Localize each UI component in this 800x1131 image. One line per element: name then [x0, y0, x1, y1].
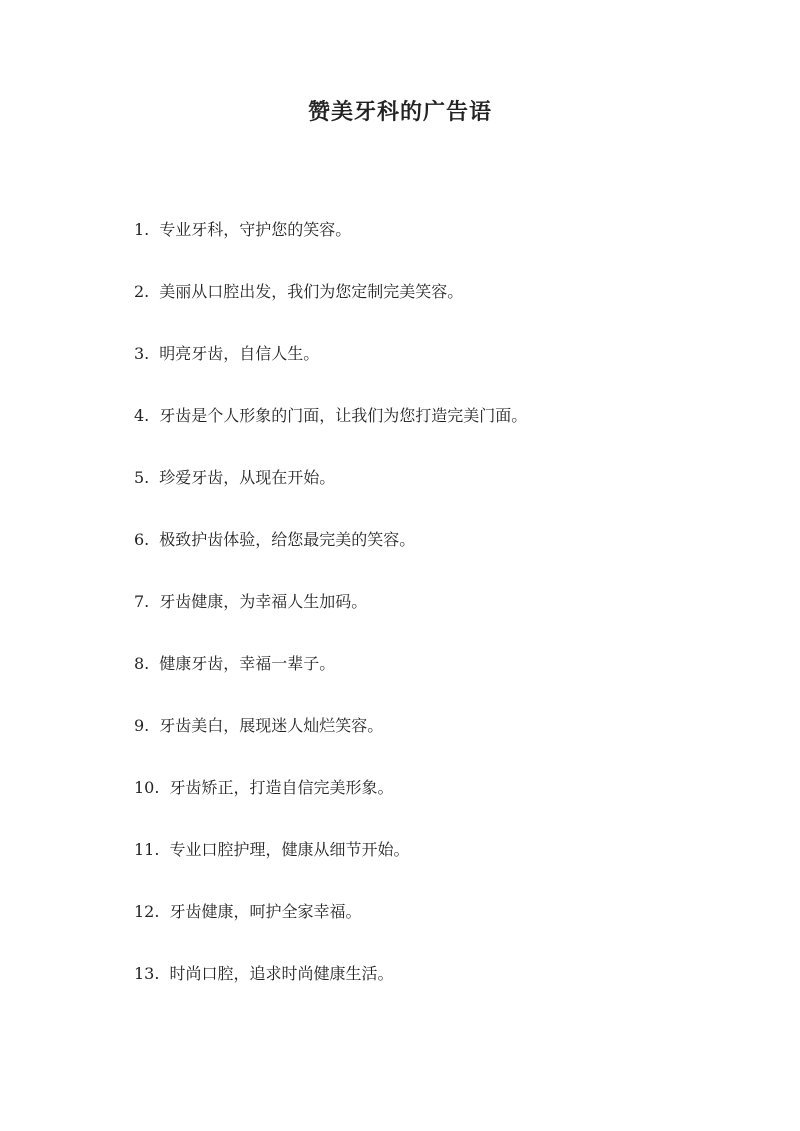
item-text: 牙齿是个人形象的门面，让我们为您打造完美门面。	[159, 406, 528, 425]
list-item	[134, 962, 734, 1024]
item-text: 珍爱牙齿，从现在开始。	[159, 468, 336, 487]
item-number: 6.	[134, 530, 150, 549]
item-text: 牙齿矫正，打造自信完美形象。	[169, 778, 394, 797]
slogan-list	[134, 218, 734, 1024]
item-number: 9.	[134, 716, 150, 735]
item-number: 2.	[134, 282, 150, 301]
list-item	[134, 652, 734, 714]
item-text: 专业牙科，守护您的笑容。	[159, 220, 352, 239]
item-text: 明亮牙齿，自信人生。	[159, 344, 320, 363]
item-number: 13.	[134, 964, 160, 983]
item-text: 时尚口腔，追求时尚健康生活。	[169, 964, 394, 983]
item-number: 11.	[134, 840, 160, 859]
list-item	[134, 590, 734, 652]
item-number: 12.	[134, 902, 160, 921]
item-text: 极致护齿体验，给您最完美的笑容。	[159, 530, 416, 549]
list-item	[134, 838, 734, 900]
item-number: 7.	[134, 592, 150, 611]
list-item	[134, 900, 734, 962]
item-number: 4.	[134, 406, 150, 425]
list-item	[134, 342, 734, 404]
list-item	[134, 218, 734, 280]
item-text: 牙齿健康，为幸福人生加码。	[159, 592, 368, 611]
list-item	[134, 280, 734, 342]
item-number: 1.	[134, 220, 150, 239]
item-text: 牙齿健康，呵护全家幸福。	[169, 902, 362, 921]
item-text: 专业口腔护理，健康从细节开始。	[169, 840, 410, 859]
item-text: 牙齿美白，展现迷人灿烂笑容。	[159, 716, 384, 735]
item-number: 10.	[134, 778, 160, 797]
item-text: 健康牙齿，幸福一辈子。	[159, 654, 336, 673]
item-number: 3.	[134, 344, 150, 363]
list-item	[134, 466, 734, 528]
list-item	[134, 776, 734, 838]
item-text: 美丽从口腔出发，我们为您定制完美笑容。	[159, 282, 464, 301]
list-item	[134, 714, 734, 776]
document-title: 赞美牙科的广告语	[307, 99, 492, 125]
list-item	[134, 528, 734, 590]
list-item	[134, 404, 734, 466]
item-number: 8.	[134, 654, 150, 673]
item-number: 5.	[134, 468, 150, 487]
